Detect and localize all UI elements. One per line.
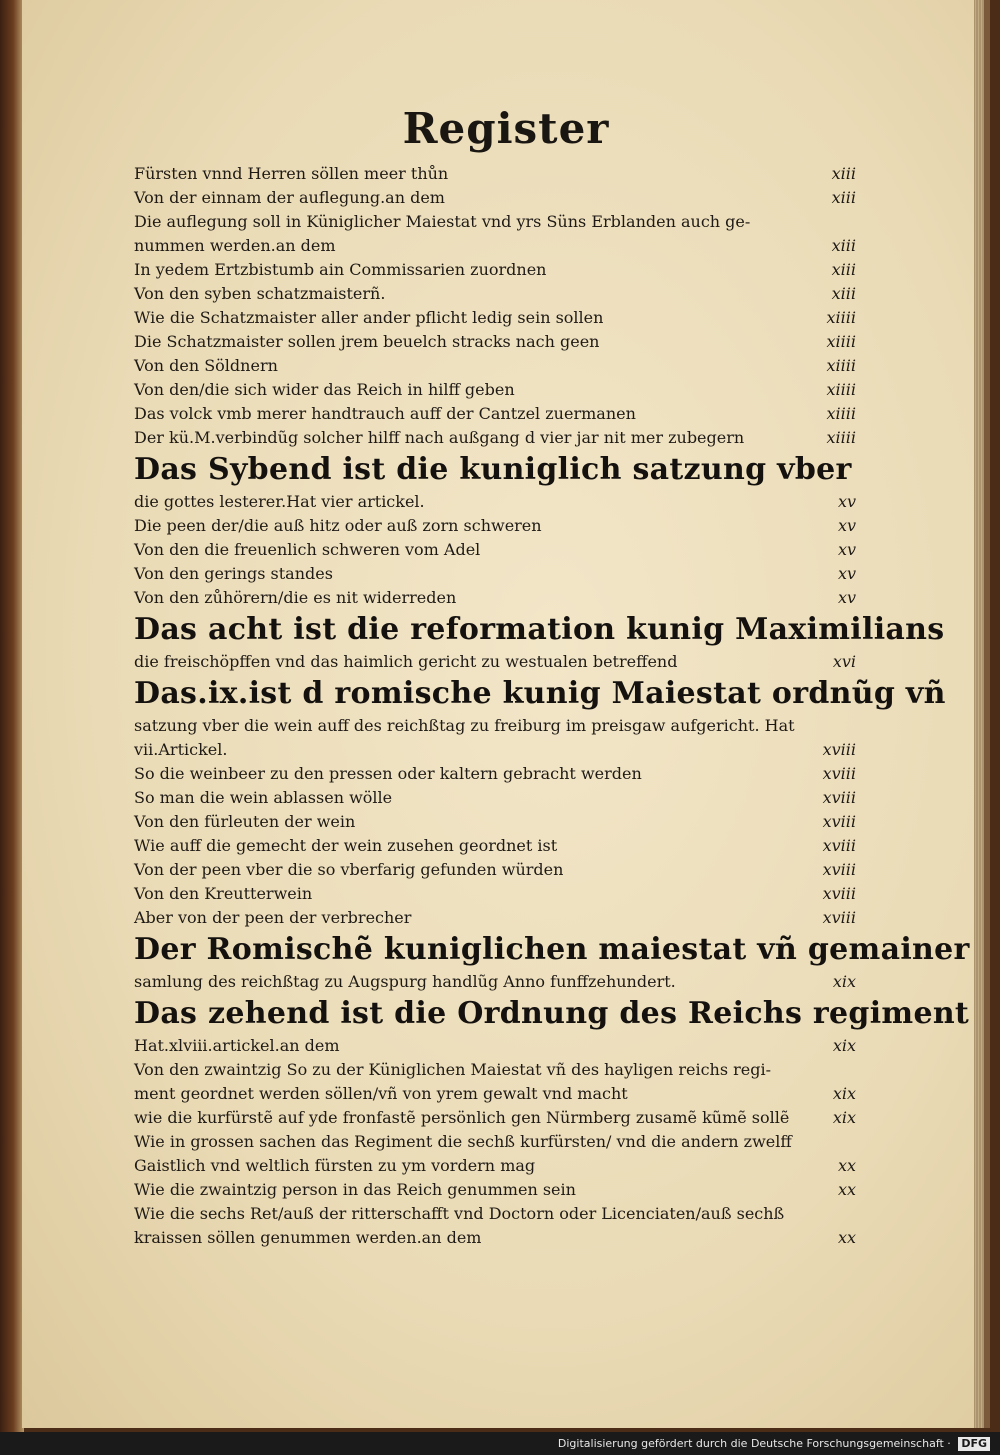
entry-page-number: xiii (831, 164, 856, 183)
register-entry (134, 1106, 874, 1130)
entry-page-number: xiii (831, 236, 856, 255)
entry-text: Wie die sechs Ret/auß der ritterschafft vnd Doctorn oder Licenciaten/auß sechß (134, 1204, 785, 1223)
section-heading: Der Romischẽ kuniglichen maiestat vñ gemainer (134, 932, 970, 967)
register-entry (134, 186, 874, 210)
entry-text: Die Schatzmaister sollen jrem beuelch stracks nach geen (134, 332, 600, 351)
register-entry (134, 330, 874, 354)
register-entry (134, 882, 874, 906)
entry-page-number: xx (837, 1180, 856, 1199)
entry-text: die gottes lesterer.Hat vier artickel. (134, 492, 425, 511)
entry-text: Von den/die sich wider das Reich in hilff geben (134, 380, 515, 399)
section-heading: Das.ix.ist d romische kunig Maiestat ordnũg vñ (134, 676, 946, 711)
entry-page-number: xiiii (826, 308, 856, 327)
section-heading: Das Sybend ist die kuniglich satzung vber (134, 452, 852, 487)
register-entry (134, 538, 874, 562)
book-page (22, 0, 990, 1428)
footer-credit: Digitalisierung gefördert durch die Deutsche Forschungsgemeinschaft · (557, 1437, 951, 1450)
register-entry (134, 786, 874, 810)
register-entry (134, 1034, 874, 1058)
register-entries (134, 162, 970, 1250)
register-entry (134, 650, 874, 674)
register-entry (134, 810, 874, 834)
entry-text: Wie in grossen sachen das Regiment die sechß kurfürsten/ vnd die andern zwelff (134, 1132, 792, 1151)
register-entry (134, 490, 874, 514)
entry-page-number: xiiii (826, 428, 856, 447)
register-entry (134, 282, 874, 306)
entry-page-number: xiii (831, 188, 856, 207)
entry-text: Die auflegung soll in Küniglicher Maiestat vnd yrs Süns Erblanden auch ge- (134, 212, 751, 231)
entry-text: In yedem Ertzbistumb ain Commissarien zuordnen (134, 260, 547, 279)
register-entry (134, 1130, 874, 1154)
entry-text: Von den Kreutterwein (134, 884, 313, 903)
entry-page-number: xix (832, 1108, 856, 1127)
entry-text: Aber von der peen der verbrecher (134, 908, 412, 927)
entry-text: wie die kurfürstẽ auf yde fronfastẽ persönlich gen Nürmberg zusamẽ kũmẽ sollẽ (134, 1108, 790, 1127)
register-entry (134, 858, 874, 882)
entry-page-number: xix (832, 972, 856, 991)
entry-text: satzung vber die wein auff des reichßtag zu freiburg im preisgaw aufgericht. Hat (134, 716, 795, 735)
entry-text: nummen werden.an dem (134, 236, 336, 255)
register-entry (134, 562, 874, 586)
entry-text: die freischöpffen vnd das haimlich gericht zu westualen betreffend (134, 652, 678, 671)
register-entry (134, 162, 874, 186)
entry-text: Von den syben schatzmaisterñ. (134, 284, 386, 303)
register-entry (134, 1178, 874, 1202)
register-entry (134, 402, 874, 426)
entry-page-number: xv (837, 540, 856, 559)
register-entry (134, 210, 874, 234)
register-entry (134, 738, 874, 762)
section-heading: Das acht ist die reformation kunig Maximilians (134, 612, 945, 647)
entry-text: vii.Artickel. (134, 740, 228, 759)
entry-text: Gaistlich vnd weltlich fürsten zu ym vordern mag (134, 1156, 536, 1175)
entry-text: Die peen der/die auß hitz oder auß zorn schweren (134, 516, 542, 535)
entry-page-number: xiiii (826, 332, 856, 351)
entry-page-number: xviii (822, 860, 856, 879)
entry-page-number: xvi (832, 652, 856, 671)
entry-text: Von den fürleuten der wein (134, 812, 356, 831)
register-entry (134, 1154, 874, 1178)
entry-text: Von den gerings standes (134, 564, 333, 583)
entry-text: Wie die zwaintzig person in das Reich genummen sein (134, 1180, 576, 1199)
page-edge (974, 0, 984, 1428)
register-entry (134, 234, 874, 258)
entry-page-number: xviii (822, 764, 856, 783)
entry-text: Von der peen vber die so vberfarig gefunden würden (134, 860, 564, 879)
entry-text: Wie die Schatzmaister aller ander pflicht ledig sein sollen (134, 308, 604, 327)
entry-page-number: xx (837, 1156, 856, 1175)
register-entry (134, 1082, 874, 1106)
register-entry (134, 378, 874, 402)
page-title: Register (402, 104, 610, 153)
entry-page-number: xviii (822, 908, 856, 927)
register-entry (134, 906, 874, 930)
entry-page-number: xiiii (826, 404, 856, 423)
register-entry (134, 306, 874, 330)
entry-page-number: xx (837, 1228, 856, 1247)
entry-page-number: xviii (822, 836, 856, 855)
entry-text: So die weinbeer zu den pressen oder kaltern gebracht werden (134, 764, 642, 783)
entry-text: ment geordnet werden söllen/vñ von yrem gewalt vnd macht (134, 1084, 628, 1103)
entry-page-number: xv (837, 492, 856, 511)
dfg-logo: DFG (958, 1437, 990, 1451)
register-entry (134, 1226, 874, 1250)
entry-page-number: xviii (822, 740, 856, 759)
book-spine-edge (0, 0, 24, 1455)
entry-page-number: xv (837, 564, 856, 583)
entry-text: Wie auff die gemecht der wein zusehen geordnet ist (134, 836, 558, 855)
entry-page-number: xv (837, 516, 856, 535)
entry-text: kraissen söllen genummen werden.an dem (134, 1228, 482, 1247)
entry-text: Fürsten vnnd Herren söllen meer thůn (134, 164, 449, 183)
entry-text: Von den Söldnern (134, 356, 278, 375)
entry-page-number: xix (832, 1084, 856, 1103)
footer-bar (0, 1432, 1000, 1455)
entry-page-number: xiiii (826, 380, 856, 399)
section-heading: Das zehend ist die Ordnung des Reichs regiment (134, 996, 970, 1031)
entry-page-number: xviii (822, 788, 856, 807)
entry-page-number: xiii (831, 260, 856, 279)
register-entry (134, 258, 874, 282)
register-entry (134, 354, 874, 378)
register-entry (134, 1202, 874, 1226)
register-entry (134, 970, 874, 994)
entry-text: Das volck vmb merer handtrauch auff der Cantzel zuermanen (134, 404, 636, 423)
entry-page-number: xv (837, 588, 856, 607)
register-entry (134, 426, 874, 450)
entry-text: Der kü.M.verbindũg solcher hilff nach außgang d vier jar nit mer zubegern (134, 428, 745, 447)
register-entry (134, 762, 874, 786)
register-entry (134, 514, 874, 538)
entry-page-number: xiiii (826, 356, 856, 375)
register-entry (134, 586, 874, 610)
entry-text: Von den zwaintzig So zu der Küniglichen Maiestat vñ des hayligen reichs regi- (134, 1060, 772, 1079)
entry-text: Von den die freuenlich schweren vom Adel (134, 540, 481, 559)
entry-page-number: xviii (822, 884, 856, 903)
entry-text: So man die wein ablassen wölle (134, 788, 393, 807)
entry-text: samlung des reichßtag zu Augspurg handlũg Anno funffzehundert. (134, 972, 676, 991)
register-entry (134, 1058, 874, 1082)
entry-page-number: xiii (831, 284, 856, 303)
entry-text: Hat.xlviii.artickel.an dem (134, 1036, 340, 1055)
entry-page-number: xix (832, 1036, 856, 1055)
entry-text: Von der einnam der auflegung.an dem (134, 188, 445, 207)
entry-text: Von den zůhörern/die es nit widerreden (134, 588, 457, 607)
register-entry (134, 834, 874, 858)
entry-page-number: xviii (822, 812, 856, 831)
register-entry (134, 714, 874, 738)
